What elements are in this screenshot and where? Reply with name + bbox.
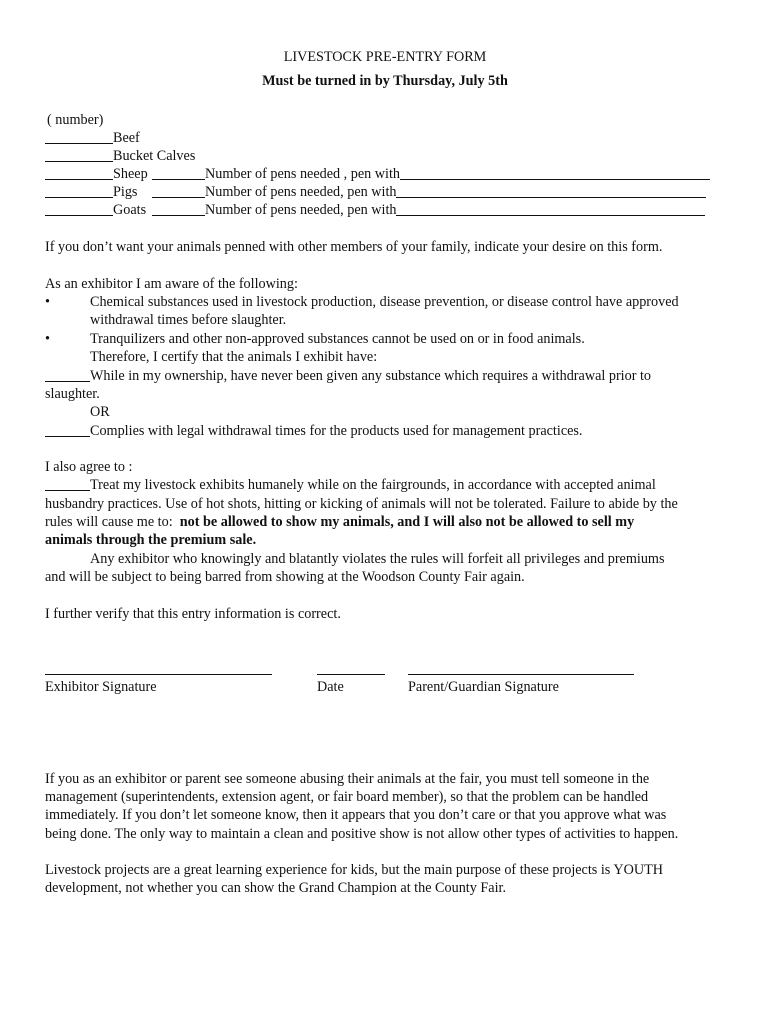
deadline-subtitle: Must be turned in by Thursday, July 5th bbox=[262, 73, 508, 89]
beef-count-blank[interactable] bbox=[45, 130, 113, 144]
goats-pens-blank[interactable] bbox=[152, 202, 205, 216]
pigs-count-blank[interactable] bbox=[45, 184, 113, 198]
agreement-line-4: animals through the premium sale. bbox=[45, 532, 257, 548]
entry-row-bucket-calves bbox=[45, 147, 195, 165]
agreement-line-3 bbox=[45, 513, 634, 531]
family-note: If you don’t want your animals penned with other members of your family, indicate your desire on this form. bbox=[45, 239, 663, 255]
goats-pen-with-blank[interactable] bbox=[396, 202, 705, 216]
abuse-note-line-1: If you as an exhibitor or parent see someone abusing their animals at the fair, you must tell someone in the bbox=[45, 771, 650, 787]
agreement-line-6: and will be subject to being barred from showing at the Woodson County Fair again. bbox=[45, 569, 525, 585]
entry-row-pigs bbox=[45, 183, 137, 201]
goats-pens-row bbox=[152, 201, 705, 219]
youth-note-line-1: Livestock projects are a great learning experience for kids, but the main purpose of these projects is YOUTH bbox=[45, 862, 663, 878]
option-2-blank[interactable] bbox=[45, 423, 90, 437]
pigs-pens-label: Number of pens needed, pen with bbox=[205, 184, 397, 200]
goats-label: Goats bbox=[113, 202, 147, 218]
abuse-note-line-3: immediately. If you don’t let someone know, then it appears that you don’t care or that you approve what was bbox=[45, 807, 667, 823]
number-label: ( number) bbox=[47, 112, 104, 128]
sheep-pens-label: Number of pens needed , pen with bbox=[205, 166, 401, 182]
option-1-line-2: slaughter. bbox=[45, 386, 100, 402]
option-1-text: While in my ownership, have never been given any substance which requires a withdrawal prior to bbox=[90, 368, 652, 384]
agreement-line-5: Any exhibitor who knowingly and blatantly violates the rules will forfeit all privileges and premiums bbox=[90, 551, 665, 567]
parent-signature-line[interactable] bbox=[408, 674, 634, 675]
verify-statement: I further verify that this entry information is correct. bbox=[45, 606, 341, 622]
agreement-intro: I also agree to : bbox=[45, 459, 133, 475]
pigs-label: Pigs bbox=[113, 184, 138, 200]
or-label: OR bbox=[90, 404, 110, 420]
sheep-pen-with-blank[interactable] bbox=[400, 166, 710, 180]
goats-pens-label: Number of pens needed, pen with bbox=[205, 202, 397, 218]
entry-row-sheep bbox=[45, 165, 148, 183]
sheep-pens-blank[interactable] bbox=[152, 166, 205, 180]
pigs-pens-row bbox=[152, 183, 706, 201]
pigs-pen-with-blank[interactable] bbox=[396, 184, 706, 198]
pigs-pens-blank[interactable] bbox=[152, 184, 205, 198]
option-1-blank[interactable] bbox=[45, 368, 90, 382]
agreement-line-3-plain: rules will cause me to: bbox=[45, 514, 180, 530]
option-2-text: Complies with legal withdrawal times for the products used for management practices. bbox=[90, 423, 583, 439]
exhibitor-signature-line[interactable] bbox=[45, 674, 272, 675]
bullet-1-line-2: withdrawal times before slaughter. bbox=[90, 312, 287, 328]
bullet-2-text: Tranquilizers and other non-approved substances cannot be used on or in food animals. bbox=[90, 331, 585, 347]
entry-row-beef bbox=[45, 129, 140, 147]
date-line[interactable] bbox=[317, 674, 385, 675]
abuse-note-line-4: being done. The only way to maintain a clean and positive show is not allow other types of activities to happen. bbox=[45, 826, 679, 842]
option-1-row bbox=[45, 367, 651, 385]
entry-row-goats bbox=[45, 201, 146, 219]
sheep-count-blank[interactable] bbox=[45, 166, 113, 180]
bullet-2-marker: • bbox=[45, 331, 50, 347]
youth-note-line-2: development, not whether you can show the Grand Champion at the County Fair. bbox=[45, 880, 507, 896]
bullet-1-marker: • bbox=[45, 294, 50, 310]
bucket-calves-count-blank[interactable] bbox=[45, 148, 113, 162]
goats-count-blank[interactable] bbox=[45, 202, 113, 216]
parent-signature-label: Parent/Guardian Signature bbox=[408, 679, 559, 695]
agreement-blank[interactable] bbox=[45, 477, 90, 491]
sheep-label: Sheep bbox=[113, 166, 148, 182]
abuse-note-line-2: management (superintendents, extension agent, or fair board member), so that the problem can be handled bbox=[45, 789, 649, 805]
agreement-line-3-bold: not be allowed to show my animals, and I will also not be allowed to sell my bbox=[179, 514, 635, 530]
option-2-row bbox=[45, 422, 582, 440]
bullet-1-line-1: Chemical substances used in livestock production, disease prevention, or disease control have approved bbox=[90, 294, 679, 310]
beef-label: Beef bbox=[113, 130, 140, 146]
exhibitor-signature-label: Exhibitor Signature bbox=[45, 679, 157, 695]
certify-text: Therefore, I certify that the animals I exhibit have: bbox=[90, 349, 378, 365]
bucket-calves-label: Bucket Calves bbox=[113, 148, 196, 164]
page-title: LIVESTOCK PRE-ENTRY FORM bbox=[283, 49, 487, 65]
awareness-intro: As an exhibitor I am aware of the following: bbox=[45, 276, 298, 292]
sheep-pens-row bbox=[152, 165, 710, 183]
agreement-line-2: husbandry practices. Use of hot shots, hitting or kicking of animals will not be tolerated. Failure to abide by the bbox=[45, 496, 678, 512]
agreement-line-1 bbox=[45, 476, 656, 494]
agreement-line-1-text: Treat my livestock exhibits humanely while on the fairgrounds, in accordance with accepted animal bbox=[90, 477, 656, 493]
date-label: Date bbox=[317, 679, 344, 695]
